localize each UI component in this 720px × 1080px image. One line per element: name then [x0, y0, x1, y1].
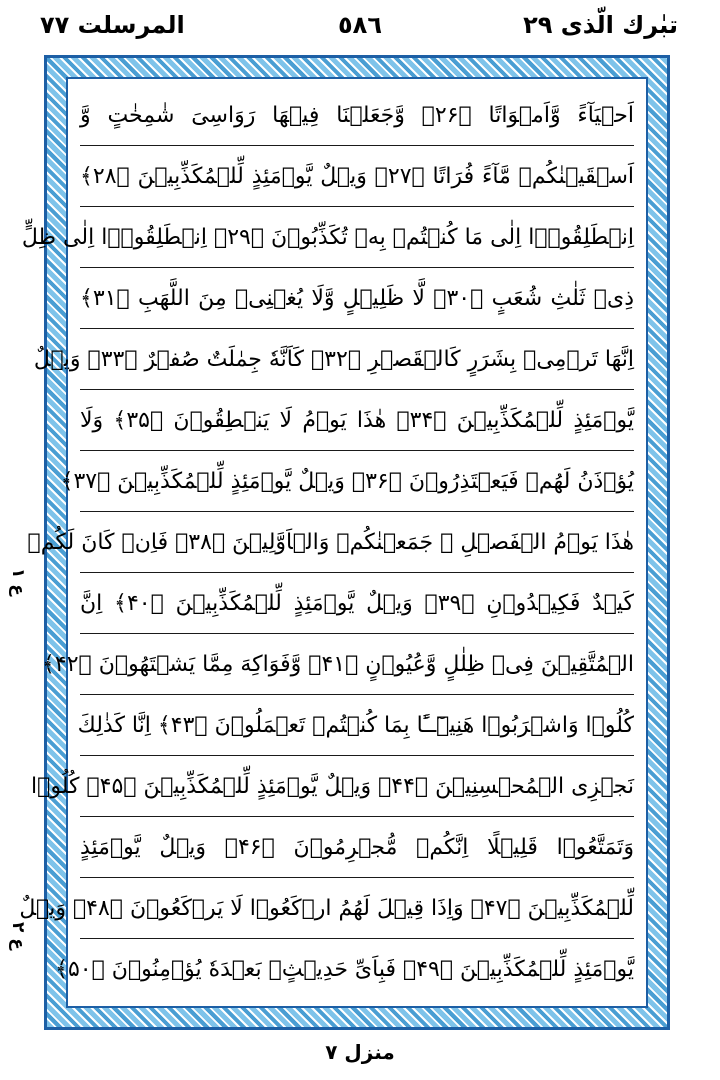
- text-panel: [19, 77, 648, 1008]
- verse-line: اِنۡطَلِقُوۡۤا اِلٰى مَا كُنۡتُمۡ بِهٖ تُكَذِّبُوۡنَ ﴿۲۹﴾ اِنۡطَلِقُوۡۤا اِلٰى ظِلٍّ: [80, 207, 634, 268]
- ruku-marker: ع ۲: [8, 922, 28, 950]
- verse-line: يُؤۡذَنُ لَهُمۡ فَيَعۡتَذِرُوۡنَ ﴿۳۶﴾ وَيۡلٌ يَّوۡمَئِذٍ لِّلۡمُكَذِّبِيۡنَ ﴿۳۷﴾: [80, 451, 634, 512]
- verse-line: الۡمُتَّقِيۡنَ فِىۡ ظِلٰلٍ وَّعُيُوۡنٍ ﴿۴۱﴾ وَّفَوَاكِهَ مِمَّا يَشۡتَهُوۡنَ ﴿۴۲﴾: [80, 634, 634, 695]
- verse-line: يَّوۡمَئِذٍ لِّلۡمُكَذِّبِيۡنَ ﴿۴۹﴾ فَبِاَىِّ حَدِيۡثٍۢ بَعۡدَهٗ يُؤۡمِنُوۡنَ ﴿۵۰﴾: [55, 957, 634, 982]
- ruku-marker: ع ۱: [8, 568, 28, 596]
- verse-line: كُلُوۡا وَاشۡرَبُوۡا هَنِيۡٓــًٔا بِمَا كُنۡتُمۡ تَعۡمَلُوۡنَ ﴿۴۳﴾ اِنَّا كَذٰلِكَ: [80, 695, 634, 756]
- juz-name-header: تبٰرك الّذى ٢٩: [523, 11, 678, 39]
- verse-line: اَسۡقَيۡنٰكُمۡ مَّآءً فُرَاتًا ﴿۲۷﴾ وَيۡلٌ يَّوۡمَئِذٍ لِّلۡمُكَذِّبِيۡنَ ﴿۲۸﴾: [80, 146, 634, 207]
- page-number: ٥٨٦: [338, 11, 382, 39]
- surah-name-header: المرسلت ٧٧: [40, 11, 185, 39]
- verse-line: يَّوۡمَئِذٍ لِّلۡمُكَذِّبِيۡنَ ﴿۳۴﴾ هٰذَا يَوۡمُ لَا يَنۡطِقُوۡنَ ﴿۳۵﴾ وَلَا: [80, 390, 634, 451]
- verse-line: هٰذَا يَوۡمُ الۡفَصۡلِ ۚ جَمَعۡنٰكُمۡ وَالۡاَوَّلِيۡنَ ﴿۳۸﴾ فَاِنۡ كَانَ لَكُمۡ: [80, 512, 634, 573]
- ornamental-page-border: [19, 55, 670, 1030]
- verse-line: اِنَّهَا تَرۡمِىۡ بِشَرَرٍ كَالۡقَصۡرِ ﴿۳۲﴾ كَاَنَّهٗ جِمٰلَتٌ صُفۡرٌ ﴿۳۳﴾ وَيۡلٌ: [80, 329, 634, 390]
- manzil-footer: منزل ٧: [325, 1040, 395, 1064]
- verse-line: ذِىۡ ثَلٰثِ شُعَبٍ ﴿۳۰﴾ لَّا ظَلِيۡلٍ وَّلَا يُغۡنِىۡ مِنَ اللَّهَبِ ﴿۳۱﴾: [80, 268, 634, 329]
- verse-line: نَجۡزِى الۡمُحۡسِنِيۡنَ ﴿۴۴﴾ وَيۡلٌ يَّوۡمَئِذٍ لِّلۡمُكَذِّبِيۡنَ ﴿۴۵﴾ كُلُوۡا: [80, 756, 634, 817]
- verse-line: اَحۡيَآءً وَّاَمۡوَاتًا ﴿۲۶﴾ وَّجَعَلۡنَا فِيۡهَا رَوَاسِىَ شٰمِخٰتٍ وَّ: [80, 85, 634, 146]
- verse-line: كَيۡدٌ فَكِيۡدُوۡنِ ﴿۳۹﴾ وَيۡلٌ يَّوۡمَئِذٍ لِّلۡمُكَذِّبِيۡنَ ﴿۴۰﴾ اِنَّ: [80, 573, 634, 634]
- verse-line: وَتَمَتَّعُوۡا قَلِيۡلًا اِنَّكُمۡ مُّجۡرِمُوۡنَ ﴿۴۶﴾ وَيۡلٌ يَّوۡمَئِذٍ: [80, 817, 634, 878]
- verse-line: لِّلۡمُكَذِّبِيۡنَ ﴿۴۷﴾ وَاِذَا قِيۡلَ لَهُمُ ارۡكَعُوۡا لَا يَرۡكَعُوۡنَ ﴿۴۸﴾ وَيۡلٌ: [80, 878, 634, 939]
